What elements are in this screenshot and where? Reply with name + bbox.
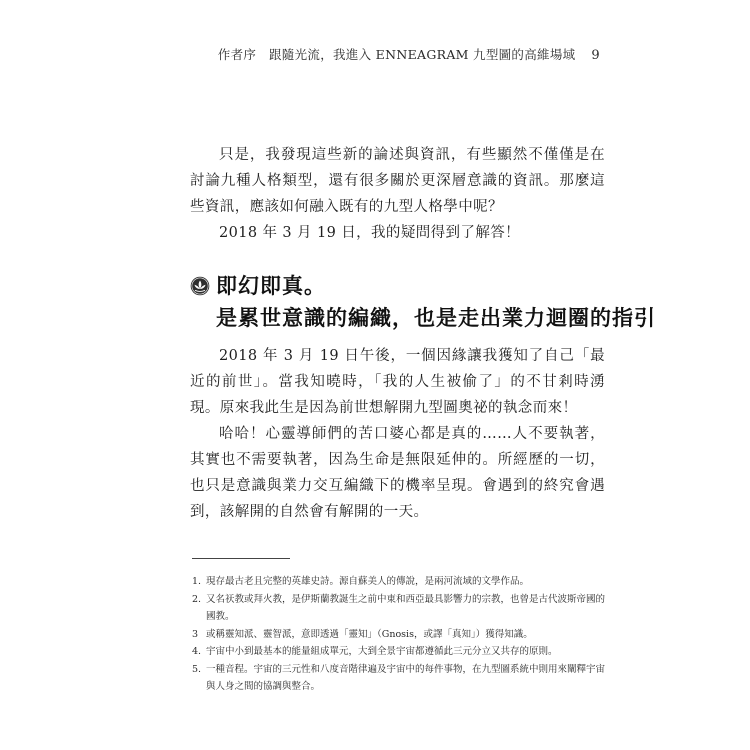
running-title: 作者序 跟隨光流，我進入 ENNEAGRAM 九型圖的高維場域 (217, 47, 576, 62)
heading-line-2: 是累世意識的編織，也是走出業力迴圈的指引 (216, 306, 656, 330)
heading-line-1 (190, 270, 610, 302)
section-heading (190, 270, 656, 334)
footnote-number: 2. (192, 593, 202, 605)
lotus-icon (190, 273, 210, 293)
footnote-2 (192, 591, 607, 626)
footnotes (192, 573, 607, 696)
body-text-bottom (190, 343, 605, 525)
body-text-top (190, 142, 605, 246)
footnote-text: 又名祆教或拜火教，是伊斯蘭教誕生之前中東和西亞最具影響力的宗教，也曾是古代波斯帝國的國教。 (206, 593, 606, 622)
footnote-number: 1. (192, 576, 202, 587)
footnote-text: 一種音程。宇宙的三元性和八度音階律遍及宇宙中的每件事物，在九型圖系統中則用來闡釋宇宙與人身之間的協調與整合。 (206, 663, 606, 692)
page-number: 9 (591, 48, 600, 63)
paragraph: 2018 年 3 月 19 日，我的疑問得到了解答！ (219, 225, 521, 241)
footnote-number: 3 (192, 628, 199, 640)
paragraph: 只是，我發現這些新的論述與資訊，有些顯然不僅僅是在討論九種人格類型，還有很多關於更深層意識的資訊。那麼這些資訊，應該如何融入既有的九型人格學中呢？ (190, 147, 605, 215)
paragraph: 哈哈！心靈導師們的苦口婆心都是真的……人不要執著，其實也不需要執著，因為生命是無限延伸的。所經歷的一切，也只是意識與業力交互編織下的機率呈現。會遇到的終究會遇到，該解開的自然會有解開的一天。 (190, 426, 605, 520)
footnote-5 (192, 661, 607, 696)
footnote-1 (192, 573, 607, 591)
footnote-text: 或稱靈知派、靈智派，意即透過「靈知」（Gnosis，或譯「真知」）獲得知識。 (206, 628, 533, 640)
heading-text-1: 即幻即真。 (216, 274, 326, 298)
footnote-4 (192, 643, 607, 661)
footnote-text: 現存最古老且完整的英雄史詩。源自蘇美人的傳說，是兩河流域的文學作品。 (206, 576, 530, 587)
paragraph: 2018 年 3 月 19 日午後，一個因緣讓我獲知了自己「最近的前世」。當我知曉時，「我的人生被偷了」的不甘剎時湧現。原來我此生是因為前世想解開九型圖奧祕的執念而來！ (190, 348, 605, 416)
footnote-text: 宇宙中小到最基本的能量組成單元，大到全景宇宙都遵循此三元分立又共存的原則。 (206, 646, 558, 657)
footnote-3 (192, 626, 607, 644)
footnote-number: 5. (192, 663, 202, 675)
running-header (190, 45, 600, 63)
footnote-number: 4. (192, 646, 202, 657)
footnote-divider (192, 558, 290, 559)
